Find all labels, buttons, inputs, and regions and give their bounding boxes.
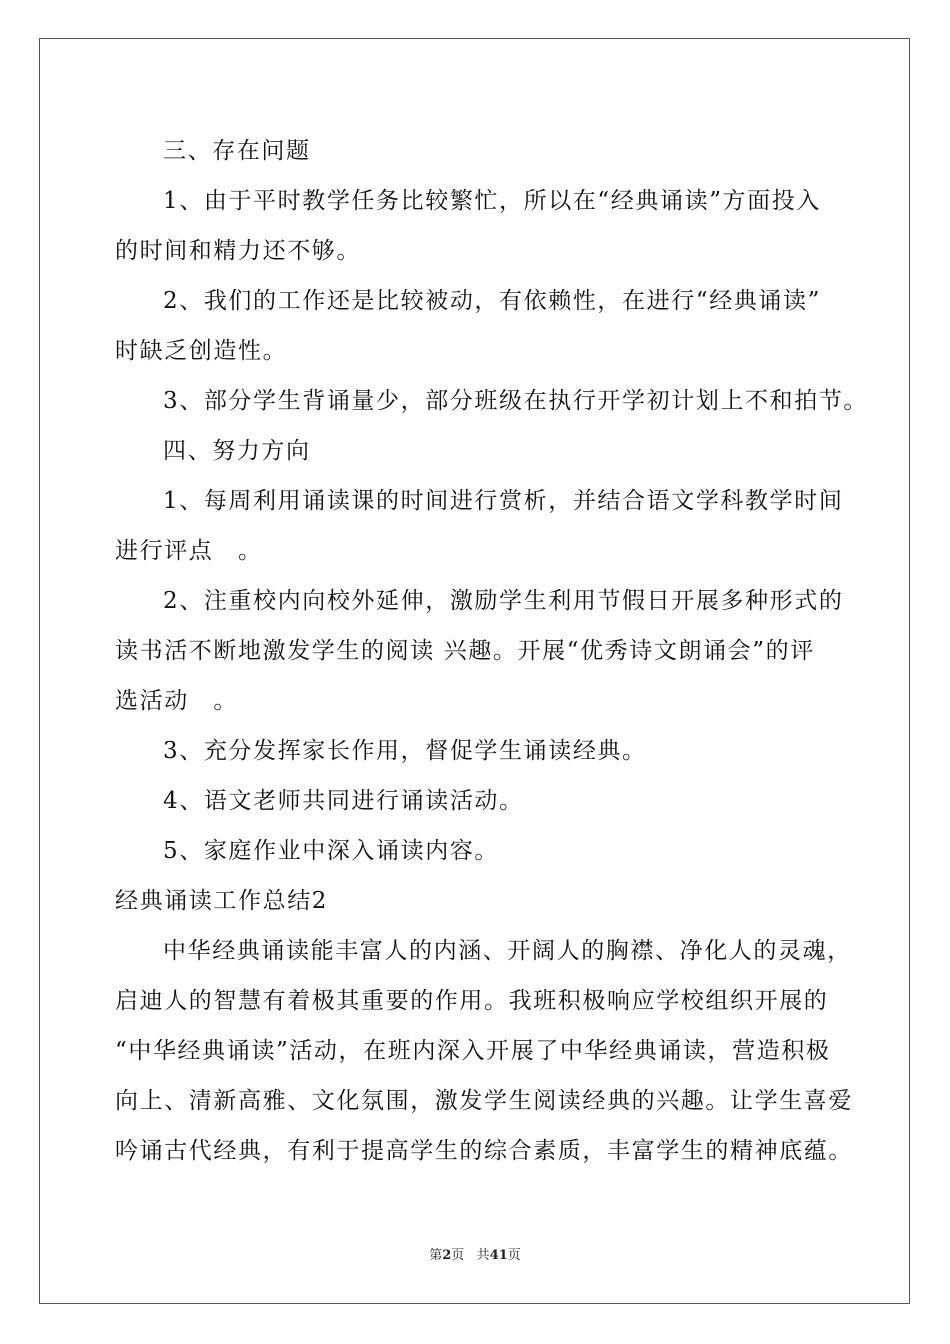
paragraph-line: 吟诵古代经典，有利于提高学生的综合素质，丰富学生的精神底蕴。 [115, 1138, 853, 1164]
paragraph-line: 读书活不断地激发学生的阅读 兴趣。开展“优秀诗文朗诵会”的评 [115, 638, 815, 664]
paragraph-line: 中华经典诵读能丰富人的内涵、开阔人的胸襟、净化人的灵魂， [163, 938, 852, 964]
page-footer [0, 1244, 950, 1263]
footer-total-pages: 41 [489, 1248, 508, 1263]
paragraph-line: 启迪人的智慧有着极其重要的作用。我班积极响应学校组织开展的 [115, 988, 829, 1014]
section-heading-problems: 三、存在问题 [163, 138, 311, 164]
section-heading-direction: 四、努力方向 [163, 438, 311, 464]
footer-page-unit: 页 [451, 1248, 465, 1263]
paragraph-line: 5、家庭作业中深入诵读内容。 [163, 838, 500, 864]
footer-total-prefix: 共 [476, 1248, 490, 1263]
paragraph-line: 3、充分发挥家长作用，督促学生诵读经典。 [163, 738, 647, 764]
paragraph-line: “中华经典诵读”活动，在班内深入开展了中华经典诵读，营造积极 [115, 1038, 831, 1064]
paragraph-line: 3、部分学生背诵量少，部分班级在执行开学初计划上不和拍节。 [163, 388, 869, 414]
document-body [115, 126, 869, 1176]
document-title: 经典诵读工作总结2 [115, 888, 329, 914]
paragraph-line: 4、语文老师共同进行诵读活动。 [163, 788, 524, 814]
paragraph-line: 2、我们的工作还是比较被动，有依赖性，在进行“经典诵读” [163, 288, 821, 314]
paragraph-line: 的时间和精力还不够。 [115, 238, 361, 264]
paragraph-line: 1、由于平时教学任务比较繁忙，所以在“经典诵读”方面投入 [163, 188, 821, 214]
paragraph-line: 向上、清新高雅、文化氛围，激发学生阅读经典的兴趣。让学生喜爱 [115, 1088, 853, 1114]
paragraph-line: 时缺乏创造性。 [115, 338, 288, 364]
footer-total-unit: 页 [507, 1248, 521, 1263]
footer-prefix: 第 [429, 1248, 443, 1263]
paragraph-line: 1、每周利用诵读课的时间进行赏析，并结合语文学科教学时间 [163, 488, 844, 514]
footer-page-number: 2 [442, 1248, 452, 1263]
paragraph-line: 进行评点 。 [115, 538, 263, 564]
paragraph-line: 2、注重校内向校外延伸，激励学生利用节假日开展多种形式的 [163, 588, 844, 614]
paragraph-line: 选活动 。 [115, 688, 238, 714]
